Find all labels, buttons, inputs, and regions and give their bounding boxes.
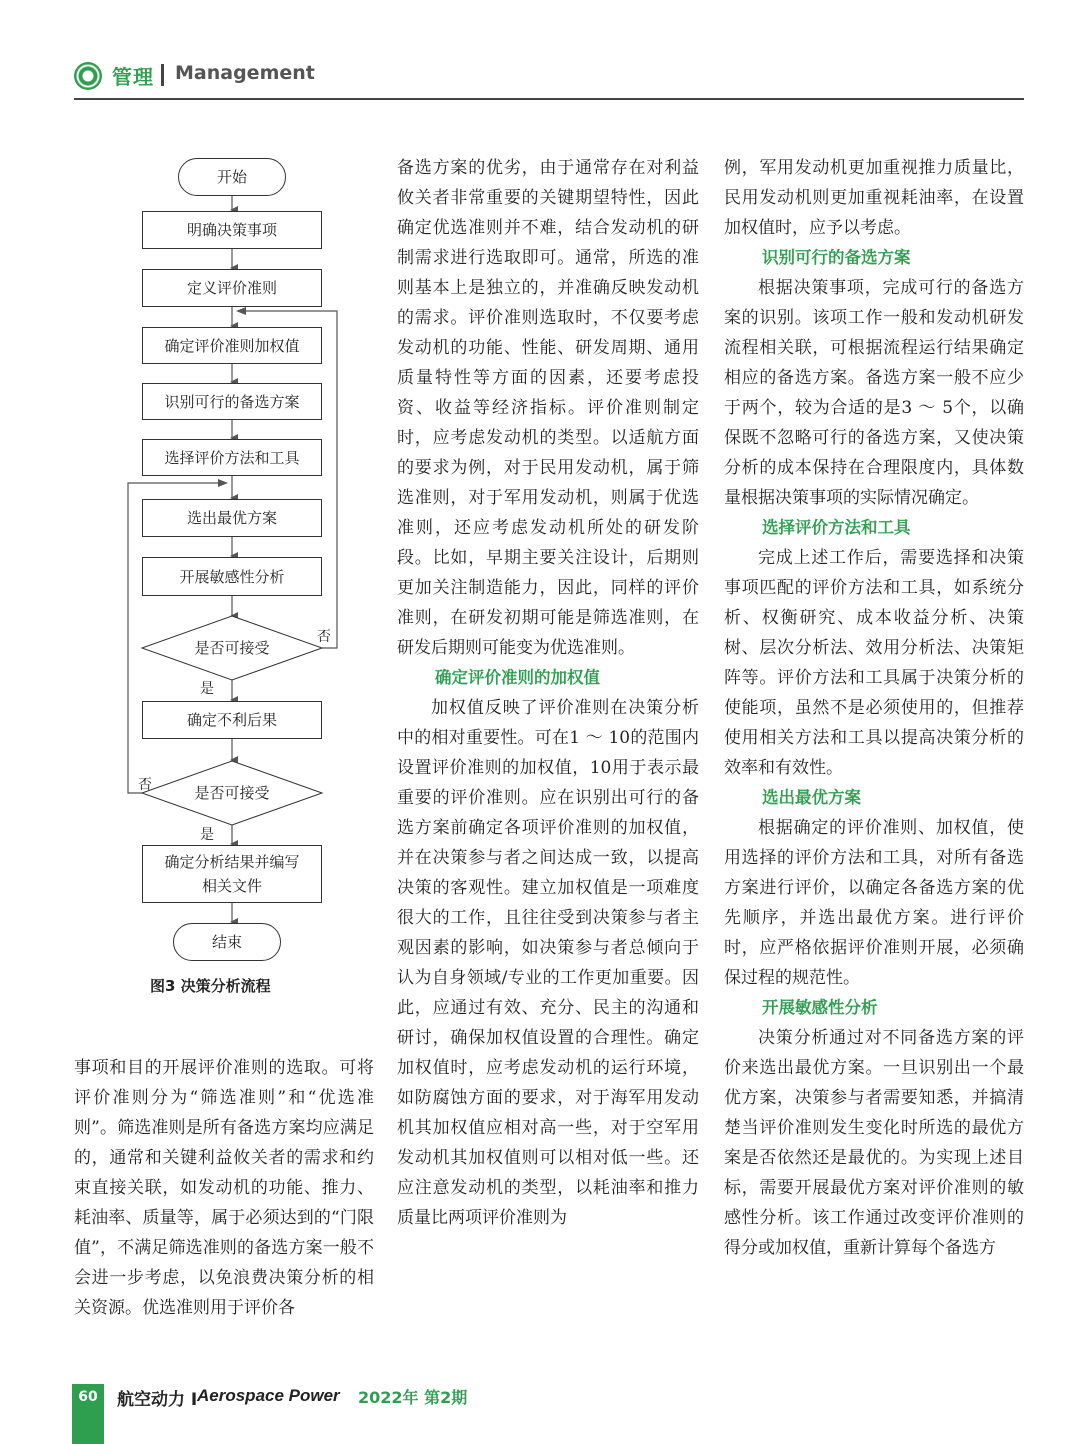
section-heading: 识别可行的备选方案 (761, 248, 911, 267)
paragraph: 完成上述工作后，需要选择和决策事项匹配的评价方法和工具，如系统分析、权衡研究、成本收益分析、决策树、层次分析法、效用分析法、决策矩阵等。评价方法和工具属于决策分析的使能项，虽然不是必须使用的，但推荐使用相关方法和工具以提高决策分析的效率和有效性。 (724, 548, 1024, 778)
paragraph: 加权值反映了评价准则在决策分析中的相对重要性。可在1 ～ 10的范围内设置评价准则的加权值，10用于表示最重要的评价准则。应在识别出可行的备选方案前确定各项评价准则的加权值，并在决策参与者之间达成一致，以提高决策的客观性。建立加权值是一项难度很大的工作，且往往受到决策参与者主观因素的影响，如决策参与者总倾向于认为自身领域/专业的工作更加重要。因此，应通过有效、充分、民主的沟通和研讨，确保加权值设置的合理性。确定加权值时，应考虑发动机的运行环境，如防腐蚀方面的要求，对于海军用发动机其加权值应相对高一些，对于空军用发动机其加权值则可以相对低一些。还应注意发动机的类型，以耗油率和推力质量比两项评价准则为 (397, 698, 699, 1228)
flow-step-3: 确定评价准则加权值 (142, 327, 322, 364)
flow-step-6: 选出最优方案 (142, 499, 322, 537)
flow-no-label-2: 否 (138, 777, 152, 793)
flow-step-9-line1: 确定分析结果并编写 (164, 853, 300, 871)
paragraph: 例，军用发动机更加重视推力质量比，民用发动机则更加重视耗油率，在设置加权值时，应予以考虑。 (724, 158, 1024, 238)
flow-step-9-line2: 相关文件 (201, 877, 262, 895)
section-heading: 选择评价方法和工具 (761, 518, 911, 537)
paragraph: 根据决策事项，完成可行的备选方案的识别。该项工作一般和发动机研发流程相关联，可根据流程运行结果确定相应的备选方案。备选方案一般不应少于两个，较为合适的是3 ～ 5个，以确保既不忽略可行的备选方案，又使决策分析的成本保持在合理限度内，具体数量根据决策事项的实际情况确定。 (724, 278, 1024, 508)
flow-step-7: 开展敏感性分析 (142, 557, 322, 596)
flow-start: 开始 (178, 158, 286, 196)
flow-step-1: 明确决策事项 (142, 211, 322, 249)
flow-step-5: 选择评价方法和工具 (142, 439, 322, 476)
paragraph: 事项和目的开展评价准则的选取。可将评价准则分为“筛选准则”和“优选准则”。筛选准则是所有备选方案均应满足的，通常和关键利益攸关者的需求和约束直接关联，如发动机的功能、推力、耗油率、质量等，属于必须达到的“门限值”，不满足筛选准则的备选方案一般不会进一步考虑，以免浪费决策分析的相关资源。优选准则用于评价各 (74, 1058, 374, 1318)
section-heading: 开展敏感性分析 (761, 998, 878, 1017)
header-divider (161, 64, 164, 86)
section-heading: 确定评价准则的加权值 (434, 668, 600, 687)
text-column-1 (74, 1053, 374, 1323)
journal-name-en: Aerospace Power (197, 1386, 340, 1405)
decision-analysis-flowchart (120, 150, 360, 1010)
figure-caption: 图3 决策分析流程 (150, 977, 271, 995)
paragraph: 决策分析通过对不同备选方案的评价来选出最优方案。一旦识别出一个最优方案，决策参与者需要知悉，并搞清楚当评价准则发生变化时所选的最优方案是否依然还是最优的。为实现上述目标，需要开展最优方案对评价准则的敏感性分析。该工作通过改变评价准则的得分或加权值，重新计算每个备选方 (724, 1028, 1024, 1258)
flow-decision-1-label: 是否可接受 (194, 639, 270, 657)
header-rule (74, 98, 1024, 100)
flow-no-label-1: 否 (317, 629, 331, 645)
flow-step-4: 识别可行的备选方案 (142, 383, 322, 420)
section-heading: 选出最优方案 (761, 788, 861, 807)
flow-step-8: 确定不利后果 (142, 701, 322, 739)
flow-step-9 (142, 845, 322, 903)
paragraph: 备选方案的优劣，由于通常存在对利益攸关者非常重要的关键期望特性，因此确定优选准则并不难，结合发动机的研制需求进行选取即可。通常，所选的准则基本上是独立的，并准确反映发动机的需求。评价准则选取时，不仅要考虑发动机的功能、性能、研发周期、通用质量特性等方面的因素，还要考虑投资、收益等经济指标。评价准则制定时，应考虑发动机的类型。以适航方面的要求为例，对于民用发动机，属于筛选准则，对于军用发动机，则属于优选准则，还应考虑发动机所处的研发阶段。比如，早期主要关注设计，后期则更加关注制造能力，因此，同样的评价准则，在研发初期可能是筛选准则，在研发后期则可能变为优选准则。 (397, 158, 699, 658)
flow-yes-label-1: 是 (200, 681, 214, 697)
section-title: 管理 (112, 65, 154, 89)
flow-step-2: 定义评价准则 (142, 269, 322, 307)
paragraph: 根据确定的评价准则、加权值，使用选择的评价方法和工具，对所有备选方案进行评价，以确定各备选方案的优先顺序，并选出最优方案。进行评价时，应严格依据评价准则开展，必须确保过程的规范性。 (724, 818, 1024, 988)
text-column-2 (397, 153, 699, 1233)
journal-logo-icon (74, 62, 102, 90)
page-number: 60 (78, 1389, 98, 1405)
journal-issue: 2022年 第2期 (358, 1388, 468, 1407)
flow-yes-label-2: 是 (200, 827, 214, 843)
text-column-3 (724, 153, 1024, 1263)
flow-decision-2-label: 是否可接受 (194, 784, 270, 802)
section-subtitle: Management (175, 62, 315, 84)
journal-name: 航空动力 I (117, 1390, 198, 1410)
flow-end: 结束 (173, 923, 281, 961)
